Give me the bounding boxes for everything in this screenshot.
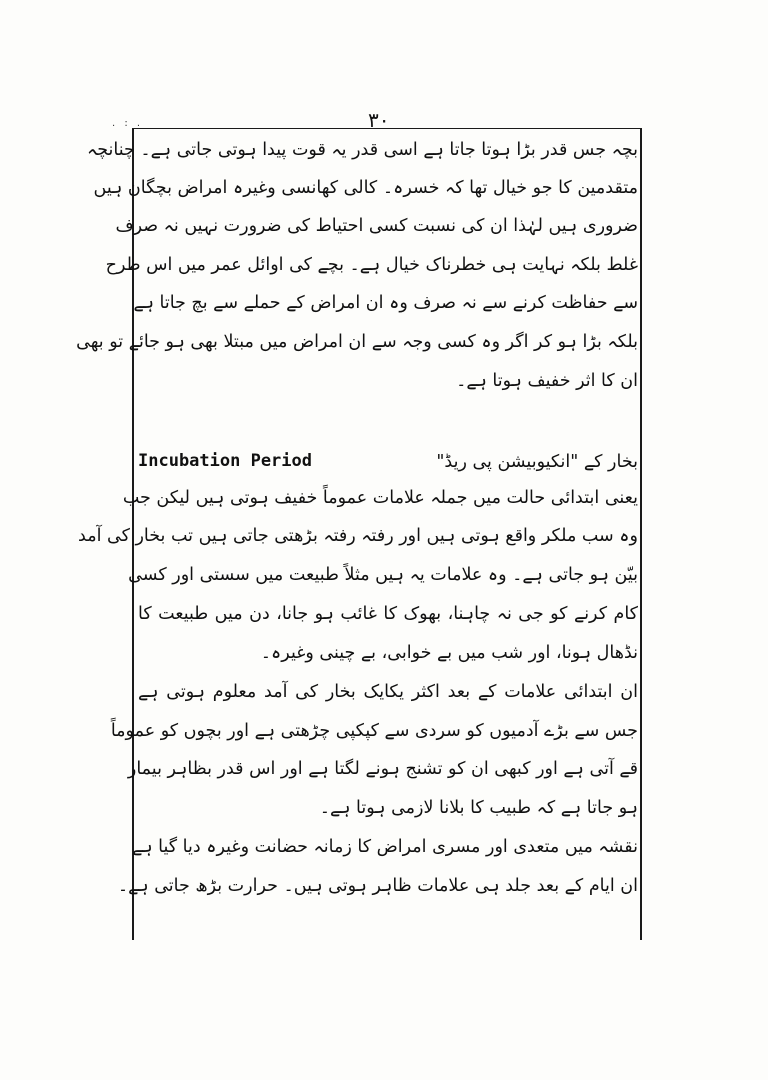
text-line: ضروری ہیں لہٰذا ان کی نسبت کسی احتیاط کی ضرورت نہیں نہ صرف — [115, 216, 638, 236]
text-line: ان کا اثر خفیف ہوتا ہے۔ — [456, 371, 638, 391]
section-heading: بخار کے "انکیوبیشن پی ریڈ" — [436, 452, 638, 472]
latin-term: Incubation Period — [138, 451, 312, 471]
text-line: متقدمین کا جو خیال تھا کہ خسرہ۔ کالی کھانسی وغیرہ امراض بچگان ہیں — [93, 178, 638, 198]
text-line: ہو جاتا ہے کہ طبیب کا بلانا لازمی ہوتا ہے۔ — [319, 798, 638, 818]
text-line: کام کرنے کو جی نہ چاہنا، بھوک کا غائب ہو جانا، دن میں طبیعت کا — [138, 604, 638, 624]
margin-specks: . : . — [112, 118, 144, 129]
text-line: سے حفاظت کرنے سے نہ صرف وہ ان امراض کے حملے سے بچ جاتا ہے — [133, 293, 638, 313]
text-line: بلکہ بڑا ہو کر اگر وہ کسی وجہ سے ان امراض میں مبتلا بھی ہو جائے تو بھی — [76, 332, 638, 352]
text-line: ان ایام کے بعد جلد ہی علامات ظاہر ہوتی ہیں۔ حرارت بڑھ جاتی ہے۔ — [117, 876, 638, 896]
text-line: غلط بلکہ نہایت ہی خطرناک خیال ہے۔ بچے کی اوائل عمر میں اس طرح — [105, 255, 638, 275]
text-line: ان ابتدائی علامات کے بعد اکثر یکایک بخار کی آمد معلوم ہوتی ہے — [138, 682, 638, 702]
text-line: یعنی ابتدائی حالت میں جملہ علامات عموماً خفیف ہوتی ہیں لیکن جب — [122, 488, 638, 508]
text-line: نڈھال ہونا، اور شب میں بے خوابی، بے چینی وغیرہ۔ — [260, 643, 638, 663]
text-line: جس سے بڑے آدمیوں کو سردی سے کپکپی چڑھتی ہے اور بچوں کو عموماً — [110, 721, 638, 741]
text-block — [76, 132, 638, 937]
text-line: بچہ جس قدر بڑا ہوتا جاتا ہے اسی قدر یہ قوت پیدا ہوتی جاتی ہے۔ چنانچہ — [86, 140, 638, 160]
text-line: قے آتی ہے اور کبھی ان کو تشنج ہونے لگتا ہے اور اس قدر بظاہر بیمار — [127, 759, 638, 779]
text-line: بیّن ہو جاتی ہے۔ وہ علامات یہ ہیں مثلاً طبیعت میں سستی اور کسی — [128, 565, 638, 585]
page-number: ۳۰ — [368, 108, 390, 132]
text-line: وہ سب ملکر واقع ہوتی ہیں اور رفتہ رفتہ بڑھتی جاتی ہیں تب بخار کی آمد — [78, 526, 638, 546]
text-line: نقشہ میں متعدی اور مسری امراض کا زمانہ حضانت وغیرہ دیا گیا ہے — [132, 837, 638, 857]
